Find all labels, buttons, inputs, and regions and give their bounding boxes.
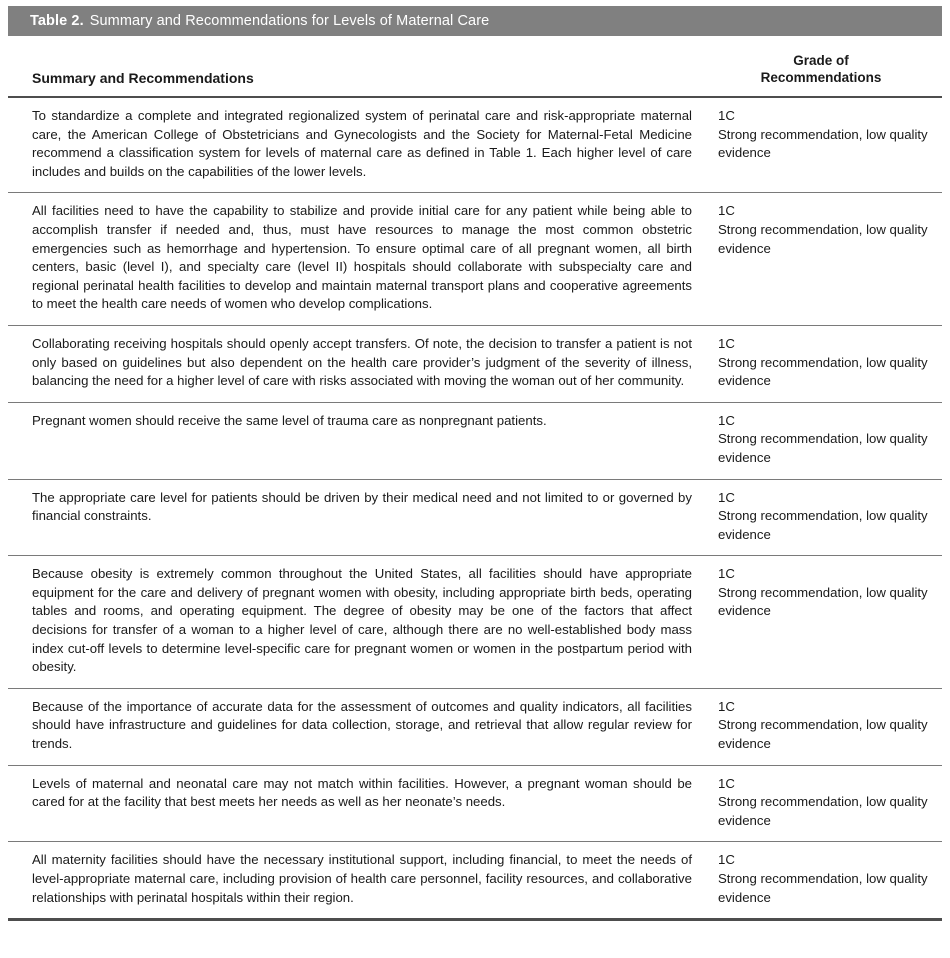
grade-description: Strong recommendation, low quality evidence — [718, 354, 928, 389]
table-row — [8, 193, 942, 326]
table-row — [8, 98, 942, 193]
cell-summary: All facilities need to have the capability to stabilize and provide initial care for any patient while being able to accomplish transfer if needed and, thus, must have resources to manage the most common obstetric emergencies such as hemorrhage and hypertension. To ensure optimal care of all pregnant women, all birth centers, basic (level I), and specialty care (level II) hospitals should collaborate with subspecialty care and regional perinatal health facilities to develop and maintain maternal transport plans and cooperative agreements to meet the health care needs of women who develop complications. — [32, 203, 692, 312]
grade-code: 1C — [718, 203, 735, 219]
table-row — [8, 403, 942, 480]
column-header-grade-line1: Grade of — [793, 53, 849, 68]
grade-code: 1C — [718, 489, 735, 505]
table-body — [8, 98, 942, 918]
grade-description: Strong recommendation, low quality evidence — [718, 871, 928, 905]
table-row — [8, 842, 942, 918]
grade-code: 1C — [718, 108, 735, 123]
grade-description: Strong recommendation, low quality evidence — [718, 794, 928, 828]
cell-grade — [708, 842, 942, 918]
cell-summary: Collaborating receiving hospitals should openly accept transfers. Of note, the decision to transfer a patient is not only based on guidelines but also dependent on the health care provider’s judgment of the severity of illness, balancing the need for a higher level of care with risks associated with moving the woman out of her community. — [32, 335, 692, 389]
grade-code: 1C — [718, 852, 735, 868]
cell-grade — [708, 193, 942, 325]
cell-summary: Because of the importance of accurate data for the assessment of outcomes and quality indicators, all facilities should have infrastructure and guidelines for data collection, storage, and retrieval that allow regular review for trends. — [32, 698, 692, 752]
grade-code: 1C — [718, 412, 735, 428]
cell-summary: All maternity facilities should have the necessary institutional support, including financial, to meet the needs of level-appropriate maternal care, including provision of health care personnel, facility resources, and collaborative relationships with perinatal hospitals within their region. — [32, 852, 692, 905]
table-column-headers — [8, 36, 942, 98]
cell-summary: To standardize a complete and integrated regionalized system of perinatal care and risk-appropriate maternal care, the American College of Obstetricians and Gynecologists and the Society for Maternal-Fetal Medicine recommend a classification system for levels of maternal care as defined in Table 1. Each higher level of care includes and builds on the capabilities of the lower levels. — [32, 108, 692, 179]
table-bottom-rule — [8, 918, 942, 921]
table-row — [8, 766, 942, 843]
cell-grade — [708, 480, 942, 556]
cell-grade — [708, 556, 942, 688]
grade-description: Strong recommendation, low quality evidence — [718, 431, 928, 465]
table-caption-label: Table 2. — [30, 13, 84, 29]
table-row — [8, 556, 942, 689]
table-row — [8, 480, 942, 557]
grade-description: Strong recommendation, low quality evidence — [718, 717, 928, 752]
cell-summary: Because obesity is extremely common throughout the United States, all facilities should have appropriate equipment for the care and delivery of pregnant women with obesity, including appropriate birth beds, operating tables and rooms, and operating equipment. The degree of obesity may be one of the factors that affect decisions for transfer of a woman to a higher level of care, although there are no well-established body mass index cut-off levels to determine level-specific care for pregnant women or women in the postpartum period with obesity. — [32, 566, 692, 675]
cell-grade — [708, 98, 942, 192]
grade-code: 1C — [718, 775, 735, 791]
cell-summary: Levels of maternal and neonatal care may not match within facilities. However, a pregnant woman should be cared for at the facility that best meets her needs as well as her neonate’s needs. — [32, 775, 692, 810]
cell-grade — [708, 403, 942, 479]
table-caption-banner — [8, 6, 942, 36]
table-row — [8, 326, 942, 403]
table-caption-title: Summary and Recommendations for Levels of Maternal Care — [89, 13, 490, 29]
cell-grade — [708, 326, 942, 402]
table-row — [8, 689, 942, 766]
grade-description: Strong recommendation, low quality evidence — [718, 221, 928, 256]
grade-description: Strong recommendation, low quality evidence — [718, 508, 928, 542]
column-header-grade — [708, 52, 942, 86]
grade-description: Strong recommendation, low quality evidence — [718, 126, 928, 161]
grade-code: 1C — [718, 566, 735, 582]
cell-grade — [708, 689, 942, 765]
table-2-container — [0, 6, 950, 921]
column-header-grade-line2: Recommendations — [760, 70, 882, 85]
column-header-summary: Summary and Recommendations — [32, 70, 254, 86]
grade-description: Strong recommendation, low quality evidence — [718, 584, 928, 619]
cell-summary: Pregnant women should receive the same level of trauma care as nonpregnant patients. — [32, 412, 547, 428]
grade-code: 1C — [718, 698, 735, 714]
cell-grade — [708, 766, 942, 842]
cell-summary: The appropriate care level for patients should be driven by their medical need and not limited to or governed by financial constraints. — [32, 489, 692, 524]
grade-code: 1C — [718, 335, 735, 351]
